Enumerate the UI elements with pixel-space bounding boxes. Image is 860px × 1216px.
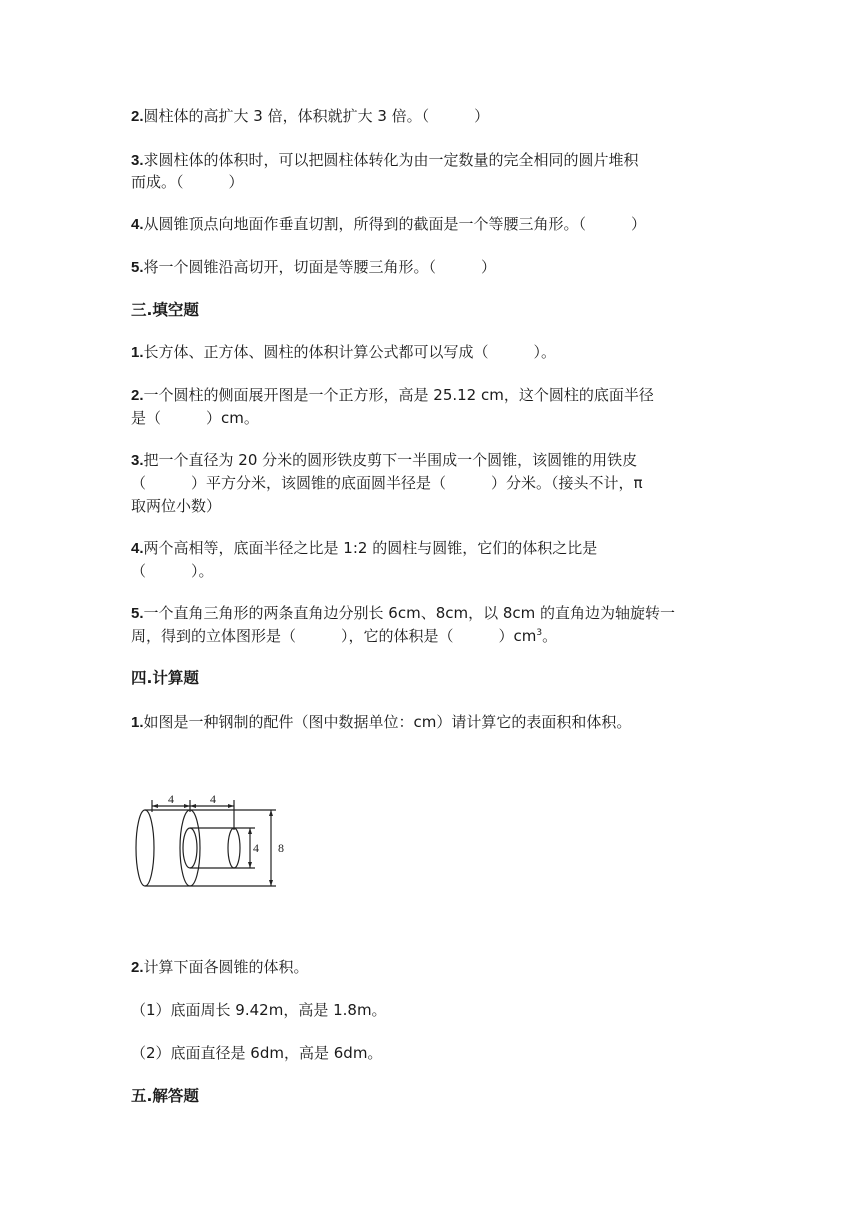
item-number: 1. [131, 714, 144, 731]
arrow-head [269, 810, 273, 816]
judgment-item-5 [131, 257, 496, 278]
label-top-left: 4 [168, 792, 174, 806]
fill-item-1 [131, 342, 556, 363]
fill-item-3-cont: （ ）平方分米，该圆锥的底面圆半径是（ ）分米。（接头不计，π [131, 474, 643, 492]
item-number: 1. [131, 344, 144, 361]
item-number: 4. [131, 216, 144, 233]
section-title-answer: 五.解答题 [131, 1087, 199, 1105]
fill-item-5-cont [131, 626, 557, 646]
fill-item-4 [131, 538, 597, 559]
arrow-head [248, 862, 252, 868]
label-inner: 4 [253, 841, 259, 855]
item-text: 长方体、正方体、圆柱的体积计算公式都可以写成（ ）。 [143, 343, 557, 361]
label-top-right: 4 [210, 792, 216, 806]
arrow-head [152, 804, 158, 808]
small-cylinder-end-face [228, 828, 240, 868]
judgment-item-3-cont: 而成。（ ） [131, 173, 244, 191]
calc-item-2-sub2: （2）底面直径是 6dm，高是 6dm。 [131, 1044, 383, 1062]
superscript: 3 [536, 628, 543, 638]
judgment-item-2 [131, 106, 489, 127]
arrow-head [184, 804, 190, 808]
steel-part-figure [128, 790, 303, 900]
item-text: 计算下面各圆锥的体积。 [143, 958, 309, 976]
large-cylinder-left-face [136, 810, 154, 886]
item-text: 一个圆柱的侧面展开图是一个正方形，高是 25.12 cm，这个圆柱的底面半径 [143, 386, 654, 404]
fill-item-4-cont: （ ）。 [131, 562, 214, 580]
fill-item-2 [131, 385, 654, 406]
calc-item-2-sub1: （1）底面周长 9.42m，高是 1.8m。 [131, 1001, 387, 1019]
item-text: 如图是一种钢制的配件（图中数据单位：cm）请计算它的表面积和体积。 [143, 713, 632, 731]
item-number: 2. [131, 387, 144, 404]
fill-item-2-cont: 是（ ）cm。 [131, 409, 259, 427]
item-number: 3. [131, 152, 144, 169]
item-number: 2. [131, 959, 144, 976]
item-text: 将一个圆锥沿高切开，切面是等腰三角形。（ ） [143, 258, 497, 276]
item-number: 5. [131, 259, 144, 276]
fill-item-5 [131, 603, 675, 624]
calc-item-2 [131, 957, 309, 978]
item-tail: 。 [542, 627, 558, 645]
section-title-fill-in: 三.填空题 [131, 301, 199, 319]
item-text: 把一个直径为 20 分米的圆形铁皮剪下一半围成一个圆锥，该圆锥的用铁皮 [143, 451, 638, 469]
item-text: 周，得到的立体图形是（ ），它的体积是（ ）cm [131, 627, 537, 645]
item-number: 4. [131, 540, 144, 557]
item-text: 圆柱体的高扩大 3 倍，体积就扩大 3 倍。（ ） [143, 107, 490, 125]
arrow-head [248, 828, 252, 834]
item-text: 求圆柱体的体积时，可以把圆柱体转化为由一定数量的完全相同的圆片堆积 [143, 151, 639, 169]
item-text: 从圆锥顶点向地面作垂直切割，所得到的截面是一个等腰三角形。（ ） [143, 215, 647, 233]
fill-item-3 [131, 450, 637, 471]
inner-circle [183, 828, 197, 868]
item-text: 两个高相等，底面半径之比是 1:2 的圆柱与圆锥，它们的体积之比是 [143, 539, 598, 557]
item-text: 一个直角三角形的两条直角边分别长 6cm、8cm，以 8cm 的直角边为轴旋转一 [143, 604, 676, 622]
label-outer: 8 [278, 841, 284, 855]
fill-item-3-cont2: 取两位小数） [131, 497, 222, 515]
judgment-item-3 [131, 150, 639, 171]
item-number: 3. [131, 452, 144, 469]
arrow-head [190, 804, 196, 808]
arrow-head [228, 804, 234, 808]
section-title-calculation: 四.计算题 [131, 669, 199, 687]
judgment-item-4 [131, 214, 646, 235]
arrow-head [269, 880, 273, 886]
item-number: 2. [131, 108, 144, 125]
calc-item-1 [131, 712, 631, 733]
item-number: 5. [131, 605, 144, 622]
